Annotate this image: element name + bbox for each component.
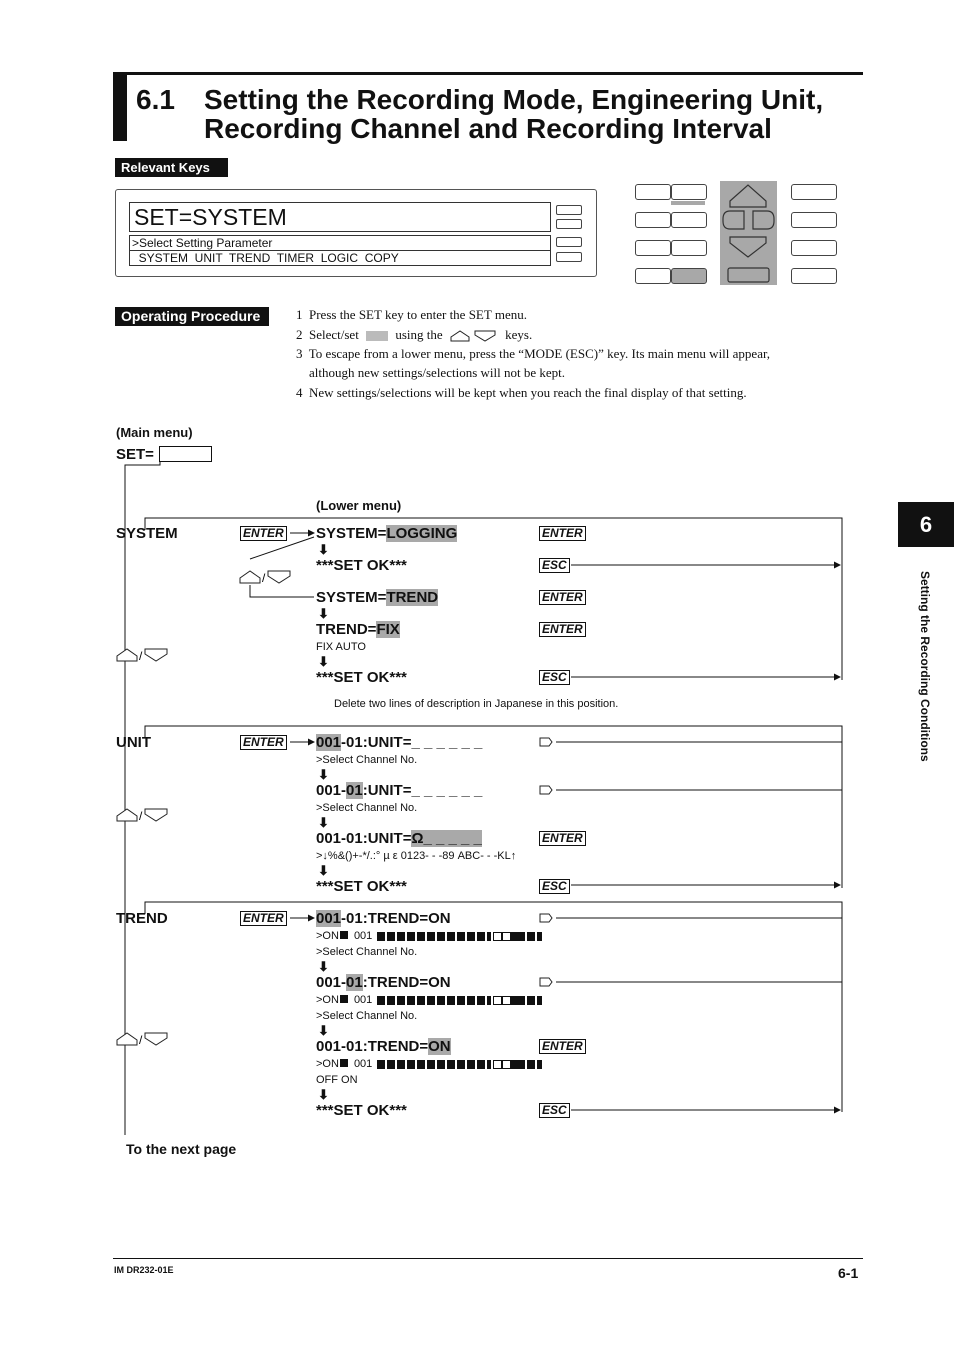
bar-empty-box <box>493 932 502 941</box>
status-block <box>340 995 348 1003</box>
unit-line-1-rest: -01:UNIT=_ _ _ _ _ _ <box>341 734 483 751</box>
bar-full-box <box>511 1060 518 1069</box>
step-text: using the <box>395 327 443 342</box>
keypad-set-key <box>671 268 707 284</box>
arrow-keys-icon <box>720 181 777 285</box>
to-next-page: To the next page <box>126 1141 237 1157</box>
step-number: 3 <box>296 346 303 361</box>
select-channel-text: >Select Channel No. <box>316 1010 418 1022</box>
enter-key-badge: ENTER <box>539 831 586 846</box>
down-arrow: ⬇ <box>318 863 329 878</box>
set-ok-line: ***SET OK*** <box>316 557 407 574</box>
unit-line-3 <box>316 830 482 847</box>
up-down-keys-icon <box>115 807 170 823</box>
off-on-options: OFF ON <box>316 1074 358 1086</box>
trend-status-channel: 001 <box>353 994 373 1006</box>
esc-key-badge: ESC <box>539 670 570 685</box>
display-line2-text: SYSTEM UNIT TREND TIMER LOGIC COPY <box>132 251 399 265</box>
channel-status-bar <box>377 1060 542 1069</box>
bar-empty-box <box>502 932 511 941</box>
svg-text:/: / <box>262 571 266 585</box>
select-channel-text: >Select Channel No. <box>316 946 418 958</box>
unit-line-3-value: Ω_ _ _ _ _ <box>411 830 482 847</box>
esc-key-badge: ESC <box>539 879 570 894</box>
section-number: 6.1 <box>136 84 175 115</box>
up-down-keys-icon <box>238 569 293 585</box>
up-down-keys-icon <box>449 329 499 343</box>
bar-full-box <box>511 996 518 1005</box>
svg-text:/: / <box>139 809 143 823</box>
trend-line-2-channel: 01 <box>346 974 363 991</box>
unit-line-2-rest: :UNIT=_ _ _ _ _ _ <box>362 782 483 799</box>
chapter-tab <box>898 502 954 547</box>
step-3-continued: although new settings/selections will not be kept. <box>309 365 565 380</box>
main-menu-label: (Main menu) <box>116 425 193 440</box>
status-block <box>340 1059 348 1067</box>
trend-status-on: >ON <box>316 1058 339 1070</box>
trend-line-2-rest: :TREND=ON <box>362 974 451 991</box>
step-text: New settings/selections will be kept when you reach the final display of that setting. <box>309 385 747 400</box>
unit-line-2-prefix: 001- <box>316 782 347 799</box>
system-trend-line <box>316 589 438 606</box>
footer-page-number: 6-1 <box>838 1265 859 1281</box>
chapter-title-vertical: Setting the Recording Conditions <box>918 571 932 762</box>
up-down-keys-icon <box>115 1031 170 1047</box>
keypad-key <box>671 212 707 228</box>
trend-line-1 <box>316 910 451 927</box>
trend-line-1-rest: -01:TREND=ON <box>341 910 451 927</box>
arrow-keys-group <box>720 181 777 285</box>
select-channel-text: >Select Channel No. <box>316 754 418 766</box>
enter-key-badge: ENTER <box>240 911 287 926</box>
fix-auto-options: FIX AUTO <box>316 641 366 653</box>
bar-empty-box <box>502 996 511 1005</box>
system-logging-value: LOGGING <box>386 525 458 542</box>
step-1 <box>296 307 527 323</box>
trend-label: TREND <box>116 910 168 927</box>
trend-status-row <box>316 930 372 942</box>
trend-status-on: >ON <box>316 994 339 1006</box>
system-label: SYSTEM <box>116 525 178 542</box>
unit-line-1 <box>316 734 482 751</box>
trend-line-2 <box>316 974 451 991</box>
trend-line-3-value: ON <box>428 1038 451 1055</box>
status-block <box>340 931 348 939</box>
display-line1-box <box>129 235 551 251</box>
trend-status-on: >ON <box>316 930 339 942</box>
keypad-key <box>791 240 837 256</box>
set-ok-line: ***SET OK*** <box>316 669 407 686</box>
unit-line-3-prefix: 001-01:UNIT= <box>316 830 412 847</box>
enter-key-badge: ENTER <box>240 526 287 541</box>
relevant-keys-label: Relevant Keys <box>115 158 228 177</box>
set-label: SET= <box>116 446 154 463</box>
display-panel <box>115 189 597 277</box>
select-channel-text: >Select Channel No. <box>316 802 418 814</box>
section-title-line2: Recording Channel and Recording Interval <box>204 113 772 144</box>
channel-status-bar <box>377 996 542 1005</box>
highlight-swatch <box>366 331 388 341</box>
keypad-key <box>635 240 671 256</box>
chapter-number: 6 <box>919 512 933 537</box>
down-arrow: ⬇ <box>318 815 329 830</box>
down-arrow: ⬇ <box>318 654 329 669</box>
set-ok-line: ***SET OK*** <box>316 1102 407 1119</box>
softkey-icon <box>539 913 553 923</box>
note-text: Delete two lines of description in Japanese in this position. <box>334 698 619 710</box>
down-arrow: ⬇ <box>318 767 329 782</box>
down-arrow: ⬇ <box>318 1023 329 1038</box>
trend-line-3 <box>316 1038 451 1055</box>
step-4 <box>296 385 747 401</box>
trend-line-1-channel: 001 <box>316 910 342 927</box>
keypad-key <box>671 240 707 256</box>
lower-menu-label: (Lower menu) <box>316 498 402 513</box>
system-trend-value: TREND <box>386 589 439 606</box>
display-main-box <box>129 202 551 232</box>
unit-line-2 <box>316 782 482 799</box>
enter-key-badge: ENTER <box>539 526 586 541</box>
unit-characters: >↓%&()+-*/.:° µ ε 0123- - -89 ABC- - -KL↑ <box>316 850 517 862</box>
trend-fix-prefix: TREND= <box>316 621 377 638</box>
down-arrow: ⬇ <box>318 1087 329 1102</box>
set-value-box <box>159 446 212 462</box>
step-text: keys. <box>505 327 533 342</box>
step-text: To escape from a lower menu, press the “MODE (ESC)” key. Its main menu will appear, <box>308 346 771 361</box>
trend-status-channel: 001 <box>353 930 373 942</box>
down-arrow: ⬇ <box>318 542 329 557</box>
keypad-key <box>635 184 671 200</box>
step-number: 2 <box>296 327 303 342</box>
display-line1-text: >Select Setting Parameter <box>132 236 273 250</box>
bar-empty-box <box>502 1060 511 1069</box>
operating-procedure-label: Operating Procedure <box>115 307 269 326</box>
display-side-key-2 <box>556 219 582 229</box>
display-main-text: SET=SYSTEM <box>134 204 287 230</box>
enter-key-badge: ENTER <box>539 622 586 637</box>
display-side-key-1 <box>556 205 582 215</box>
enter-key-badge: ENTER <box>539 1039 586 1054</box>
system-logging-line <box>316 525 457 542</box>
trend-status-row <box>316 1058 372 1070</box>
unit-line-2-channel: 01 <box>346 782 363 799</box>
svg-text:/: / <box>139 1033 143 1047</box>
channel-status-bar <box>377 932 542 941</box>
svg-text:/: / <box>139 649 143 663</box>
keypad-key <box>791 212 837 228</box>
bar-empty-box <box>493 1060 502 1069</box>
trend-fix-line <box>316 621 400 638</box>
unit-line-1-channel: 001 <box>316 734 342 751</box>
trend-line-3-prefix: 001-01:TREND= <box>316 1038 429 1055</box>
section-marker-bar <box>113 75 127 141</box>
system-logging-prefix: SYSTEM= <box>316 525 387 542</box>
trend-fix-value: FIX <box>376 621 400 638</box>
down-arrow: ⬇ <box>318 606 329 621</box>
softkey-icon <box>539 737 553 747</box>
keypad-key <box>671 184 707 200</box>
display-side-key-4 <box>556 252 582 262</box>
display-side-key-3 <box>556 237 582 247</box>
keypad-key <box>791 184 837 200</box>
step-number: 1 <box>296 307 303 322</box>
softkey-icon <box>539 785 553 795</box>
system-trend-prefix: SYSTEM= <box>316 589 387 606</box>
step-3 <box>296 346 770 362</box>
keypad-key <box>635 212 671 228</box>
keypad-key <box>635 268 671 284</box>
unit-label: UNIT <box>116 734 151 751</box>
set-ok-line: ***SET OK*** <box>316 878 407 895</box>
softkey-icon <box>539 977 553 987</box>
esc-key-badge: ESC <box>539 1103 570 1118</box>
enter-key-badge: ENTER <box>240 735 287 750</box>
footer-doc-id: IM DR232-01E <box>114 1265 174 1275</box>
trend-line-2-prefix: 001- <box>316 974 347 991</box>
footer-rule <box>113 1258 863 1259</box>
section-title-line1: Setting the Recording Mode, Engineering Unit, <box>204 84 824 115</box>
enter-key-badge: ENTER <box>539 590 586 605</box>
header-rule <box>113 72 863 75</box>
step-number: 4 <box>296 385 303 400</box>
bar-empty-box <box>493 996 502 1005</box>
esc-key-badge: ESC <box>539 558 570 573</box>
up-down-keys-icon <box>115 647 170 663</box>
trend-status-channel: 001 <box>353 1058 373 1070</box>
keypad-indicator <box>671 201 705 205</box>
step-2 <box>296 327 532 343</box>
step-text: Select/set <box>309 327 359 342</box>
trend-status-row <box>316 994 372 1006</box>
down-arrow: ⬇ <box>318 959 329 974</box>
bar-full-box <box>511 932 518 941</box>
step-text: Press the SET key to enter the SET menu. <box>309 307 527 322</box>
display-line2-box <box>129 250 551 266</box>
keypad-key <box>791 268 837 284</box>
